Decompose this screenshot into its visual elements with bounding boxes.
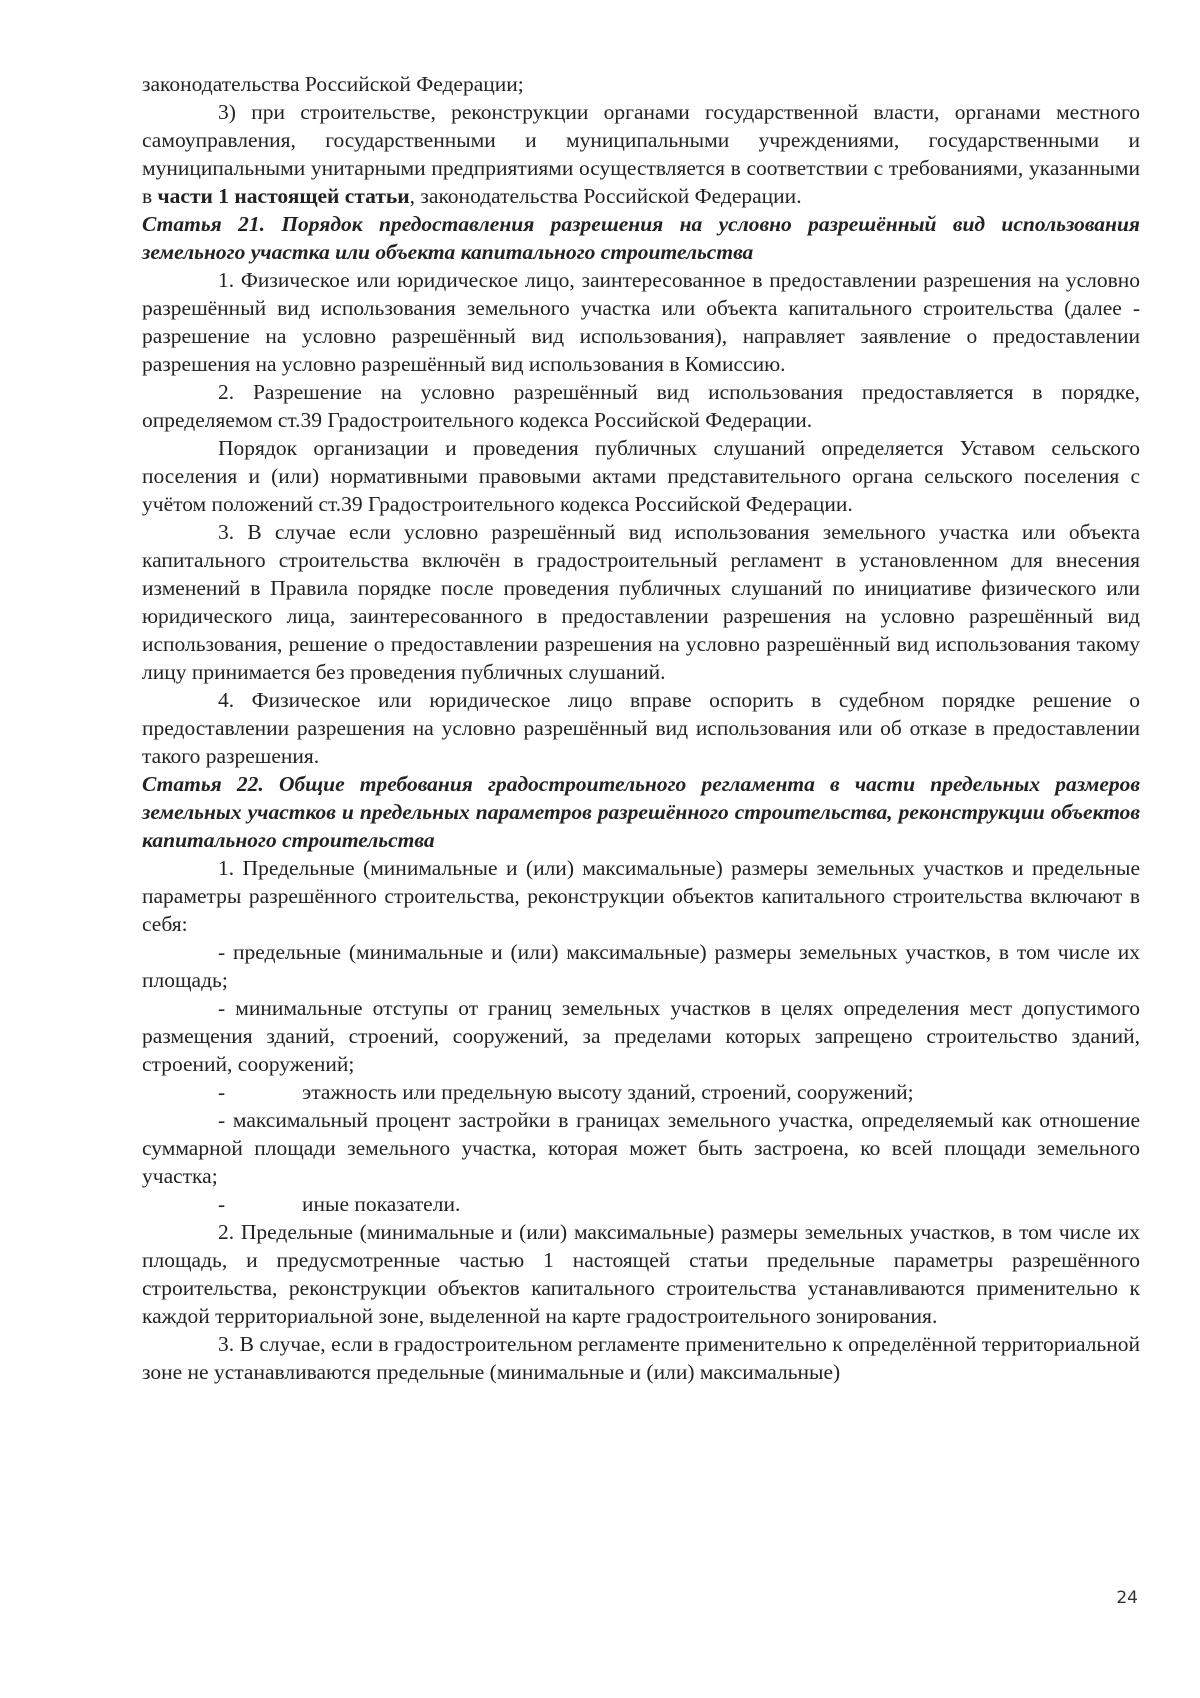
article-22-item-2: 2. Предельные (минимальные и (или) максимальные) размеры земельных участков, в том числе их площадь, и предусмотренные частью 1 настоящей статьи предельные параметры разрешённого строительства, реконструкции объектов капитального строительства устанавливаются применительно к каждой территориальной зоне, выделенной на карте градостроительного зонирования. [142,1220,1140,1328]
page-number: 24 [1116,1588,1138,1608]
bold-reference: части 1 настоящей статьи [157,184,410,208]
list-item-land-sizes: - предельные (минимальные и (или) максимальные) размеры земельных участков, в том числе их площадь; [142,940,1140,992]
article-21-item-3: 3. В случае если условно разрешённый вид использования земельного участка или объекта капитального строительства включён в градостроительный регламент в установленном для внесения изменений в Правила порядке после проведения публичных слушаний по инициативе физического или юридического лица, заинтересованного в предоставлении разрешения на условно разрешённый вид использования, решение о предоставлении разрешения на условно разрешённый вид использования такому лицу принимается без проведения публичных слушаний. [142,520,1140,684]
paragraph-continuation: законодательства Российской Федерации; [142,72,524,96]
paragraph-text: 3) при строительстве, реконструкции органами государственной власти, органами местного самоуправления, государственными и муниципальными учреждениями, государственными и муниципальными унитарными предприятиями осуществляется в соответствии с требованиями, указанными в [142,100,1140,208]
list-item-floors [142,1078,1140,1106]
list-item-text: этажность или предельную высоту зданий, строений, сооружений; [302,1080,914,1104]
list-item-setbacks: - минимальные отступы от границ земельных участков в целях определения мест допустимого размещения зданий, строений, сооружений, за пределами которых запрещено строительство зданий, строений, сооружений; [142,996,1140,1076]
article-22-item-3: 3. В случае, если в градостроительном регламенте применительно к определённой территориальной зоне не устанавливаются предельные (минимальные и (или) максимальные) [142,1332,1140,1384]
list-item-other [142,1190,1140,1218]
list-dash: - [218,1080,226,1104]
article-21-item-1: 1. Физическое или юридическое лицо, заинтересованное в предоставлении разрешения на условно разрешённый вид использования земельного участка или объекта капитального строительства (далее - разрешение на условно разрешённый вид использования), направляет заявление о предоставлении разрешения на условно разрешённый вид использования в Комиссию. [142,268,1140,376]
paragraph-text: , законодательства Российской Федерации. [409,184,802,208]
article-21-heading: Статья 21. Порядок предоставления разрешения на условно разрешённый вид использования земельного участка или объекта капитального строительства [142,212,1140,264]
article-22-heading: Статья 22. Общие требования градостроительного регламента в части предельных размеров земельных участков и предельных параметров разрешённого строительства, реконструкции объектов капитального строительства [142,772,1140,852]
article-21-hearings-paragraph: Порядок организации и проведения публичных слушаний определяется Уставом сельского поселения и (или) нормативными правовыми актами представительного органа сельского поселения с учётом положений ст.39 Градостроительного кодекса Российской Федерации. [142,436,1140,516]
list-item-building-percent: - максимальный процент застройки в границах земельного участка, определяемый как отношение суммарной площади земельного участка, которая может быть застроена, ко всей площади земельного участка; [142,1108,1140,1188]
article-22-item-1: 1. Предельные (минимальные и (или) максимальные) размеры земельных участков и предельные параметры разрешённого строительства, реконструкции объектов капитального строительства включают в себя: [142,856,1140,936]
article-21-item-4: 4. Физическое или юридическое лицо вправе оспорить в судебном порядке решение о предоставлении разрешения на условно разрешённый вид использования или об отказе в предоставлении такого разрешения. [142,688,1140,768]
article-21-item-2: 2. Разрешение на условно разрешённый вид использования предоставляется в порядке, определяемом ст.39 Градостроительного кодекса Российской Федерации. [142,380,1140,432]
paragraph-item-3 [142,98,1140,210]
list-item-text: иные показатели. [302,1192,461,1216]
list-dash: - [218,1192,226,1216]
document-page [142,70,1140,1386]
